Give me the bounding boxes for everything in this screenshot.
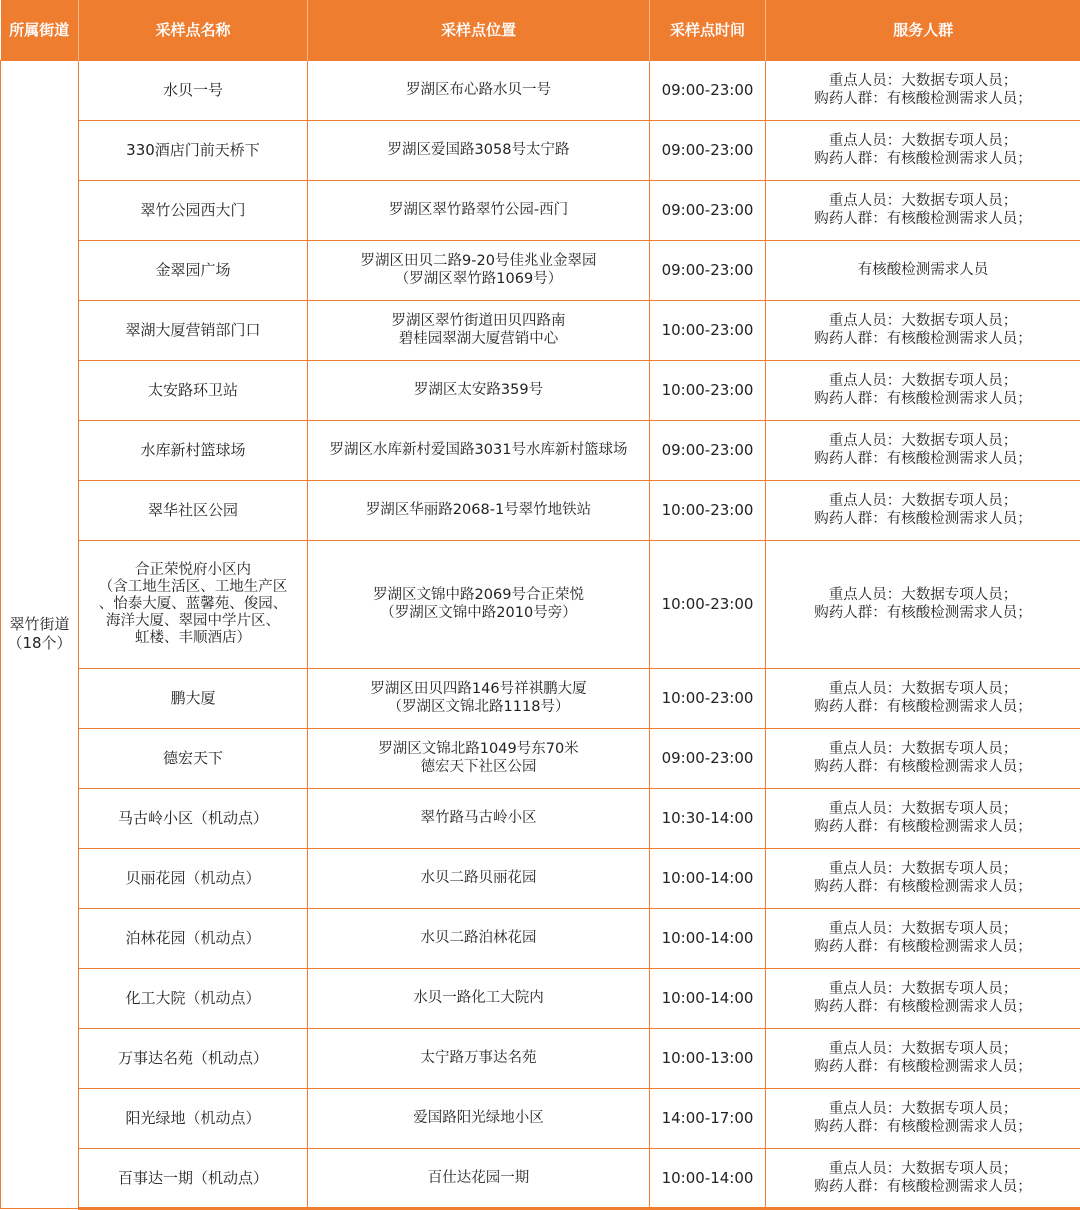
site-time-cell: 09:00-23:00 [650, 240, 766, 300]
site-name-cell: 太安路环卫站 [79, 360, 308, 420]
service-crowd-cell: 重点人员：大数据专项人员； 购药人群：有核酸检测需求人员； [766, 540, 1080, 668]
service-crowd-cell: 重点人员：大数据专项人员； 购药人群：有核酸检测需求人员； [766, 420, 1080, 480]
site-time-cell: 09:00-23:00 [650, 60, 766, 120]
table-row [1, 728, 1080, 788]
header-site-name: 采样点名称 [79, 0, 308, 60]
service-crowd-cell: 重点人员：大数据专项人员； 购药人群：有核酸检测需求人员； [766, 480, 1080, 540]
site-name-cell: 水贝一号 [79, 60, 308, 120]
table-header-row [1, 0, 1080, 60]
service-crowd-cell: 重点人员：大数据专项人员； 购药人群：有核酸检测需求人员； [766, 180, 1080, 240]
site-location-cell: 罗湖区太安路359号 [308, 360, 650, 420]
site-time-cell: 10:00-23:00 [650, 668, 766, 728]
service-crowd-cell: 有核酸检测需求人员 [766, 240, 1080, 300]
service-crowd-cell: 重点人员：大数据专项人员； 购药人群：有核酸检测需求人员； [766, 668, 1080, 728]
table-row [1, 480, 1080, 540]
site-name-cell: 翠华社区公园 [79, 480, 308, 540]
site-location-cell: 罗湖区华丽路2068-1号翠竹地铁站 [308, 480, 650, 540]
site-location-cell: 翠竹路马古岭小区 [308, 788, 650, 848]
table-row [1, 968, 1080, 1028]
site-location-cell: 罗湖区布心路水贝一号 [308, 60, 650, 120]
header-service-crowd: 服务人群 [766, 0, 1080, 60]
site-name-cell: 阳光绿地（机动点） [79, 1088, 308, 1148]
site-time-cell: 09:00-23:00 [650, 420, 766, 480]
table-row [1, 1028, 1080, 1088]
site-time-cell: 09:00-23:00 [650, 120, 766, 180]
site-location-cell: 罗湖区翠竹街道田贝四路南 碧桂园翠湖大厦营销中心 [308, 300, 650, 360]
header-district: 所属街道 [1, 0, 79, 60]
site-location-cell: 罗湖区文锦北路1049号东70米 德宏天下社区公园 [308, 728, 650, 788]
site-time-cell: 09:00-23:00 [650, 728, 766, 788]
table-row [1, 360, 1080, 420]
table-row [1, 60, 1080, 120]
table-row [1, 848, 1080, 908]
site-time-cell: 10:00-14:00 [650, 1148, 766, 1208]
service-crowd-cell: 重点人员：大数据专项人员； 购药人群：有核酸检测需求人员； [766, 968, 1080, 1028]
site-location-cell: 百仕达花园一期 [308, 1148, 650, 1208]
site-location-cell: 罗湖区水库新村爱国路3031号水库新村篮球场 [308, 420, 650, 480]
site-time-cell: 10:00-23:00 [650, 300, 766, 360]
site-name-cell: 德宏天下 [79, 728, 308, 788]
site-location-cell: 罗湖区爱国路3058号太宁路 [308, 120, 650, 180]
site-location-cell: 罗湖区田贝四路146号祥祺鹏大厦 （罗湖区文锦北路1118号） [308, 668, 650, 728]
site-name-cell: 万事达名苑（机动点） [79, 1028, 308, 1088]
site-location-cell: 罗湖区翠竹路翠竹公园-西门 [308, 180, 650, 240]
site-location-cell: 太宁路万事达名苑 [308, 1028, 650, 1088]
table-row [1, 788, 1080, 848]
table-row [1, 668, 1080, 728]
service-crowd-cell: 重点人员：大数据专项人员； 购药人群：有核酸检测需求人员； [766, 1028, 1080, 1088]
site-time-cell: 10:00-23:00 [650, 360, 766, 420]
table-row [1, 908, 1080, 968]
table-row [1, 420, 1080, 480]
site-name-cell: 330酒店门前天桥下 [79, 120, 308, 180]
site-time-cell: 10:00-14:00 [650, 848, 766, 908]
service-crowd-cell: 重点人员：大数据专项人员； 购药人群：有核酸检测需求人员； [766, 848, 1080, 908]
site-location-cell: 水贝一路化工大院内 [308, 968, 650, 1028]
site-time-cell: 10:00-23:00 [650, 540, 766, 668]
site-name-cell: 贝丽花园（机动点） [79, 848, 308, 908]
header-site-time: 采样点时间 [650, 0, 766, 60]
table-row [1, 300, 1080, 360]
header-site-location: 采样点位置 [308, 0, 650, 60]
service-crowd-cell: 重点人员：大数据专项人员； 购药人群：有核酸检测需求人员； [766, 120, 1080, 180]
site-name-cell: 马古岭小区（机动点） [79, 788, 308, 848]
site-time-cell: 10:00-23:00 [650, 480, 766, 540]
site-location-cell: 爱国路阳光绿地小区 [308, 1088, 650, 1148]
site-time-cell: 10:00-14:00 [650, 908, 766, 968]
service-crowd-cell: 重点人员：大数据专项人员； 购药人群：有核酸检测需求人员； [766, 1088, 1080, 1148]
site-time-cell: 14:00-17:00 [650, 1088, 766, 1148]
service-crowd-cell: 重点人员：大数据专项人员； 购药人群：有核酸检测需求人员； [766, 728, 1080, 788]
site-name-cell: 百事达一期（机动点） [79, 1148, 308, 1208]
table-body [1, 60, 1080, 1208]
site-location-cell: 水贝二路贝丽花园 [308, 848, 650, 908]
site-location-cell: 罗湖区文锦中路2069号合正荣悦 （罗湖区文锦中路2010号旁） [308, 540, 650, 668]
site-name-cell: 鹏大厦 [79, 668, 308, 728]
site-name-cell: 翠竹公园西大门 [79, 180, 308, 240]
table-row [1, 540, 1080, 668]
site-name-cell: 化工大院（机动点） [79, 968, 308, 1028]
service-crowd-cell: 重点人员：大数据专项人员； 购药人群：有核酸检测需求人员； [766, 300, 1080, 360]
site-time-cell: 10:00-13:00 [650, 1028, 766, 1088]
table-row [1, 240, 1080, 300]
service-crowd-cell: 重点人员：大数据专项人员； 购药人群：有核酸检测需求人员； [766, 908, 1080, 968]
site-location-cell: 水贝二路泊林花园 [308, 908, 650, 968]
table-row [1, 1148, 1080, 1208]
site-name-cell: 金翠园广场 [79, 240, 308, 300]
table-row [1, 120, 1080, 180]
site-time-cell: 09:00-23:00 [650, 180, 766, 240]
site-location-cell: 罗湖区田贝二路9-20号佳兆业金翠园 （罗湖区翠竹路1069号） [308, 240, 650, 300]
service-crowd-cell: 重点人员：大数据专项人员； 购药人群：有核酸检测需求人员； [766, 360, 1080, 420]
table-row [1, 180, 1080, 240]
site-name-cell: 合正荣悦府小区内 （含工地生活区、工地生产区 、怡泰大厦、蓝馨苑、俊园、 海洋大厦、翠园中学片区、 虹楼、丰顺酒店） [79, 540, 308, 668]
site-time-cell: 10:30-14:00 [650, 788, 766, 848]
service-crowd-cell: 重点人员：大数据专项人员； 购药人群：有核酸检测需求人员； [766, 788, 1080, 848]
service-crowd-cell: 重点人员：大数据专项人员； 购药人群：有核酸检测需求人员； [766, 60, 1080, 120]
site-time-cell: 10:00-14:00 [650, 968, 766, 1028]
site-name-cell: 水库新村篮球场 [79, 420, 308, 480]
site-name-cell: 泊林花园（机动点） [79, 908, 308, 968]
service-crowd-cell: 重点人员：大数据专项人员； 购药人群：有核酸检测需求人员； [766, 1148, 1080, 1208]
table-row [1, 1088, 1080, 1148]
district-cell: 翠竹街道 （18个） [1, 60, 79, 1208]
site-name-cell: 翠湖大厦营销部门口 [79, 300, 308, 360]
